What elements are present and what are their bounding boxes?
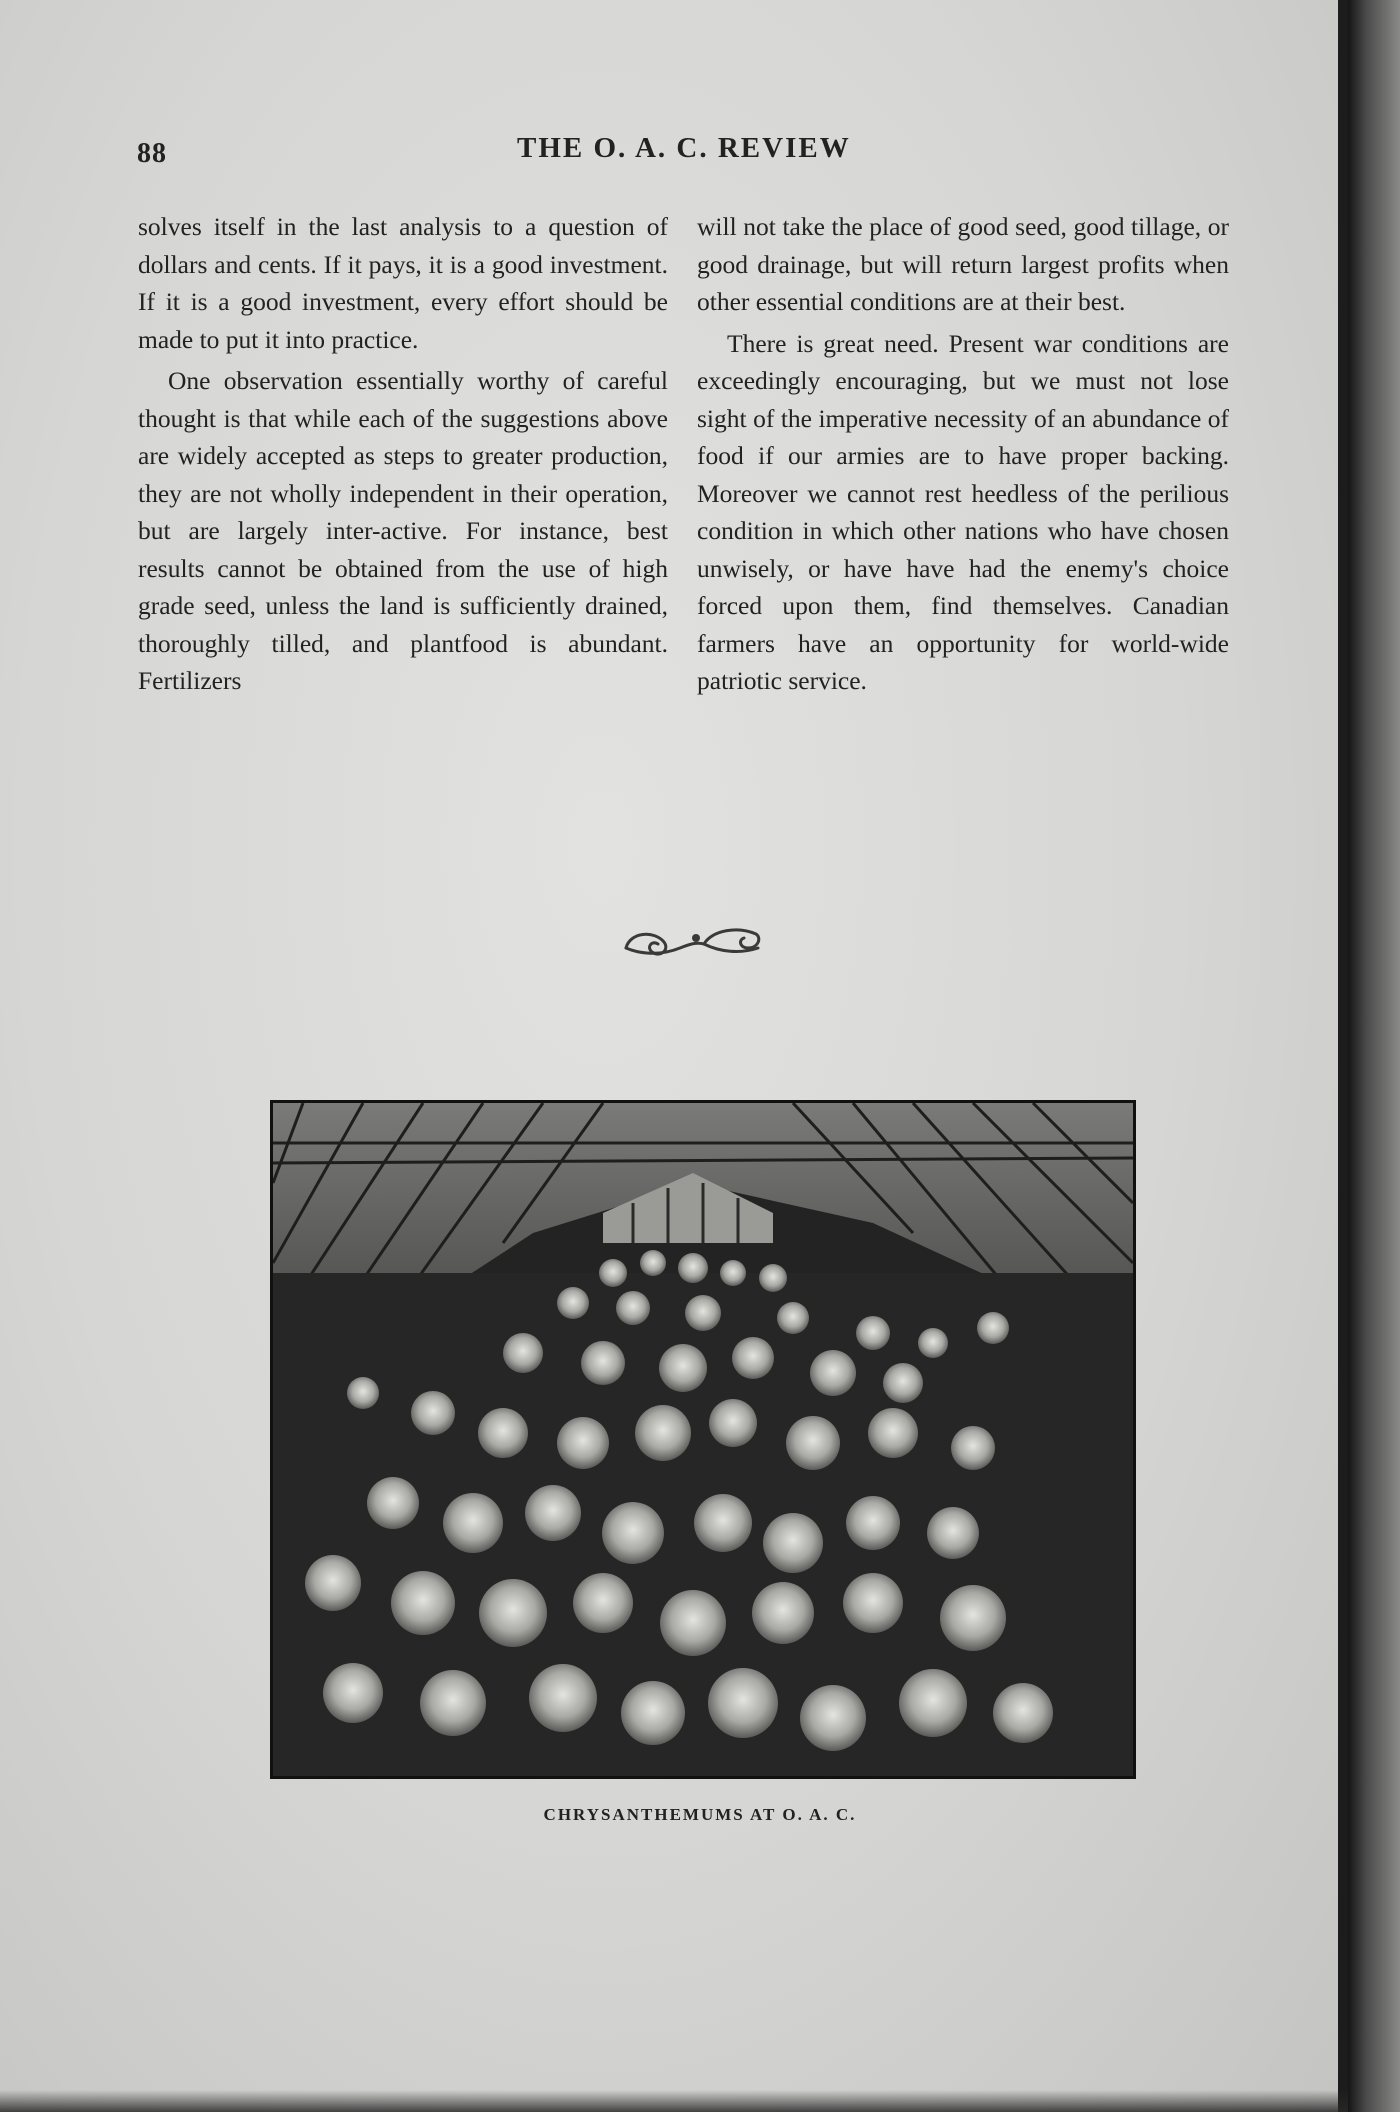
page-number: 88	[137, 138, 167, 169]
greenhouse-chrysanthemums-photo	[270, 1100, 1136, 1779]
right-column	[697, 208, 1229, 704]
photo-illustration	[273, 1103, 1133, 1776]
book-spine	[1348, 0, 1400, 2112]
running-title: THE O. A. C. REVIEW	[517, 132, 851, 164]
left-paragraph-2: One observation essentially worthy of careful thought is that while each of the suggestions above are widely accepted as steps to greater production, they are not wholly independent in their operation, but are largely inter-active. For instance, best results cannot be obtained from the use of high grade seed, unless the land is sufficiently drained, thoroughly tilled, and plantfood is abundant. Fertilizers	[138, 366, 668, 695]
decorative-ornament-icon	[620, 918, 765, 966]
right-paragraph-1: will not take the place of good seed, good tillage, or good drainage, but will return largest profits when other essential conditions are at their best.	[697, 212, 1229, 316]
right-paragraph-2: There is great need. Present war conditions are exceedingly encouraging, but we must not lose sight of the imperative necessity of an abundance of food if our armies are to have proper backing. Moreover we cannot rest heedless of the perilious condition in which other nations who have chosen unwisely, or have have had the enemy's choice forced upon them, find themselves. Canadian farmers have an opportunity for world-wide patriotic service.	[697, 328, 1229, 695]
left-column	[138, 208, 668, 704]
figure-caption: CHRYSANTHEMUMS AT O. A. C.	[543, 1805, 857, 1824]
left-paragraph-1: solves itself in the last analysis to a question of dollars and cents. If it pays, it is a good investment. If it is a good investment, every effort should be made to put it into practice.	[138, 212, 668, 354]
page-edge-shadow	[0, 2090, 1348, 2112]
